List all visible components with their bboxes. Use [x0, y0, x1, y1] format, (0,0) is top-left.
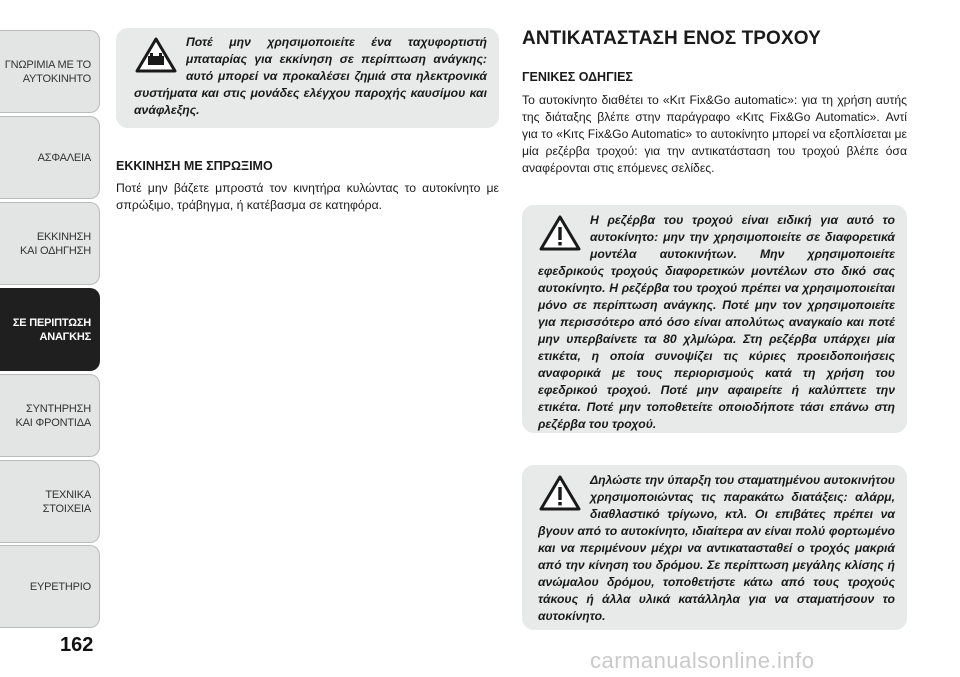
- tab-maintenance[interactable]: ΣΥΝΤΗΡΗΣΗ ΚΑΙ ΦΡΟΝΤΙΔΑ: [0, 374, 100, 457]
- warning-box-charger: [116, 28, 499, 128]
- warning-text-spare-wheel: Η ρεζέρβα του τροχού είναι ειδική για αυτό το αυτοκίνητο: μην την χρησιμοποιείτε σε διαφορετικά μοντέλα αυτοκινήτων. Μην χρησιμοποιείτε εφεδρικούς τροχούς διαφορετικών μοντέλων στο δικό σας αυτοκίνητο. Η ρεζέρβα του τροχού πρέπει να χρησιμοποιείται μόνο σε περίπτωση ανάγκης. Ποτέ μην τον χρησιμοποιείτε για περισσότερο από όσο είναι απολύτως αναγκαίο και ποτέ μην υπερβαίνετε τα 80 χλμ/ώρα. Στη ρεζέρβα υπάρχει μία ετικέτα, η οποία συνοψίζει τις κύριες προειδοποιήσεις αναφορικά με τους περιορισμούς κατά τη χρήση του εφεδρικού τροχού. Ποτέ μην αφαιρείτε ή καλύπτετε την ετικέτα. Ποτέ μην τοποθετείτε οποιοδήποτε τάσι επάνω στη ρεζέρβα του τροχού.: [538, 213, 895, 431]
- tab-emergency[interactable]: ΣΕ ΠΕΡΙΠΤΩΣΗ ΑΝΑΓΚΗΣ: [0, 288, 100, 371]
- warning-text-charger: Ποτέ μην χρησιμοποιείτε ένα ταχυφορτιστή μπαταρίας για εκκίνηση σε περίπτωση ανάγκης: αυτό μπορεί να προκαλέσει ζημιά στα ηλεκτρονικά συστήματα και στις μονάδες ελέγχου παροχής καυσίμου και ανάφλεξης.: [134, 35, 487, 117]
- warning-box-stopped-vehicle: [522, 465, 907, 630]
- tab-technical-data[interactable]: ΤΕΧΝΙΚΑ ΣΤΟΙΧΕΙΑ: [0, 460, 100, 543]
- tab-safety[interactable]: ΑΣΦΑΛΕΙΑ: [0, 116, 100, 199]
- body-push-start: Ποτέ μην βάζετε μπροστά τον κινητήρα κυλώντας το αυτοκίνητο με σπρώξιμο, τράβηγμα, ή κατέβασμα σε κατηφόρα.: [116, 181, 499, 212]
- tab-getting-to-know[interactable]: ΓΝΩΡΙΜΙΑ ΜΕ ΤΟ ΑΥΤΟΚΙΝΗΤΟ: [0, 30, 100, 113]
- tab-index[interactable]: ΕΥΡΕΤΗΡΙΟ: [0, 545, 100, 628]
- heading-push-start: ΕΚΚΙΝΗΣΗ ΜΕ ΣΠΡΩΞΙΜΟ: [116, 159, 273, 173]
- page-title: ΑΝΤΙΚΑΤΑΣΤΑΣΗ ΕΝΟΣ ΤΡΟΧΟΥ: [522, 28, 821, 49]
- warning-triangle-icon: [538, 214, 582, 252]
- warning-box-spare-wheel: [522, 205, 907, 433]
- page-number: 162: [60, 634, 94, 656]
- tab-starting-driving[interactable]: ΕΚΚΙΝΗΣΗ ΚΑΙ ΟΔΗΓΗΣΗ: [0, 202, 100, 285]
- heading-general-instructions: ΓΕΝΙΚΕΣ ΟΔΗΓΙΕΣ: [522, 70, 633, 84]
- watermark: carmanualsonline.info: [590, 648, 815, 673]
- chapter-tabs: [0, 0, 103, 677]
- body-general-instructions: Το αυτοκίνητο διαθέτει το «Κιτ Fix&Go automatic»: για τη χρήση αυτής της διάταξης βλέπε στην παράγραφο «Κιτς Fix&Go Automatic». Αντί για το «Κιτς Fix&Go Automatic» το αυτοκίνητο μπορεί να εξοπλίσεται με μία ρεζέρβα τροχού: για την αντικατάσταση του τροχού βλέπε όσα αναφέρονται στις επόμενες σελίδες.: [522, 93, 907, 175]
- warning-triangle-icon: [538, 474, 582, 512]
- warning-battery-icon: [134, 36, 178, 74]
- warning-text-stopped-vehicle: Δηλώστε την ύπαρξη του σταματημένου αυτοκινήτου χρησιμοποιώντας τις παρακάτω διατάξεις: αλάρμ, διαθλαστικό τρίγωνο, κτλ. Οι επιβάτες πρέπει να βγουν από το αυτοκίνητο, ιδιαίτερα αν είναι πολύ φορτωμένο και να περιμένουν μέχρι να αντικατασταθεί ο τροχός μακριά από την κίνηση του δρόμου. Σε περίπτωση μεγάλης κλίσης ή ανώμαλου δρόμου, τοποθετήστε κάτω από τους τροχούς τάκους ή άλλα υλικά κατάλληλα για να σταματήσουν το αυτοκίνητο.: [538, 473, 895, 623]
